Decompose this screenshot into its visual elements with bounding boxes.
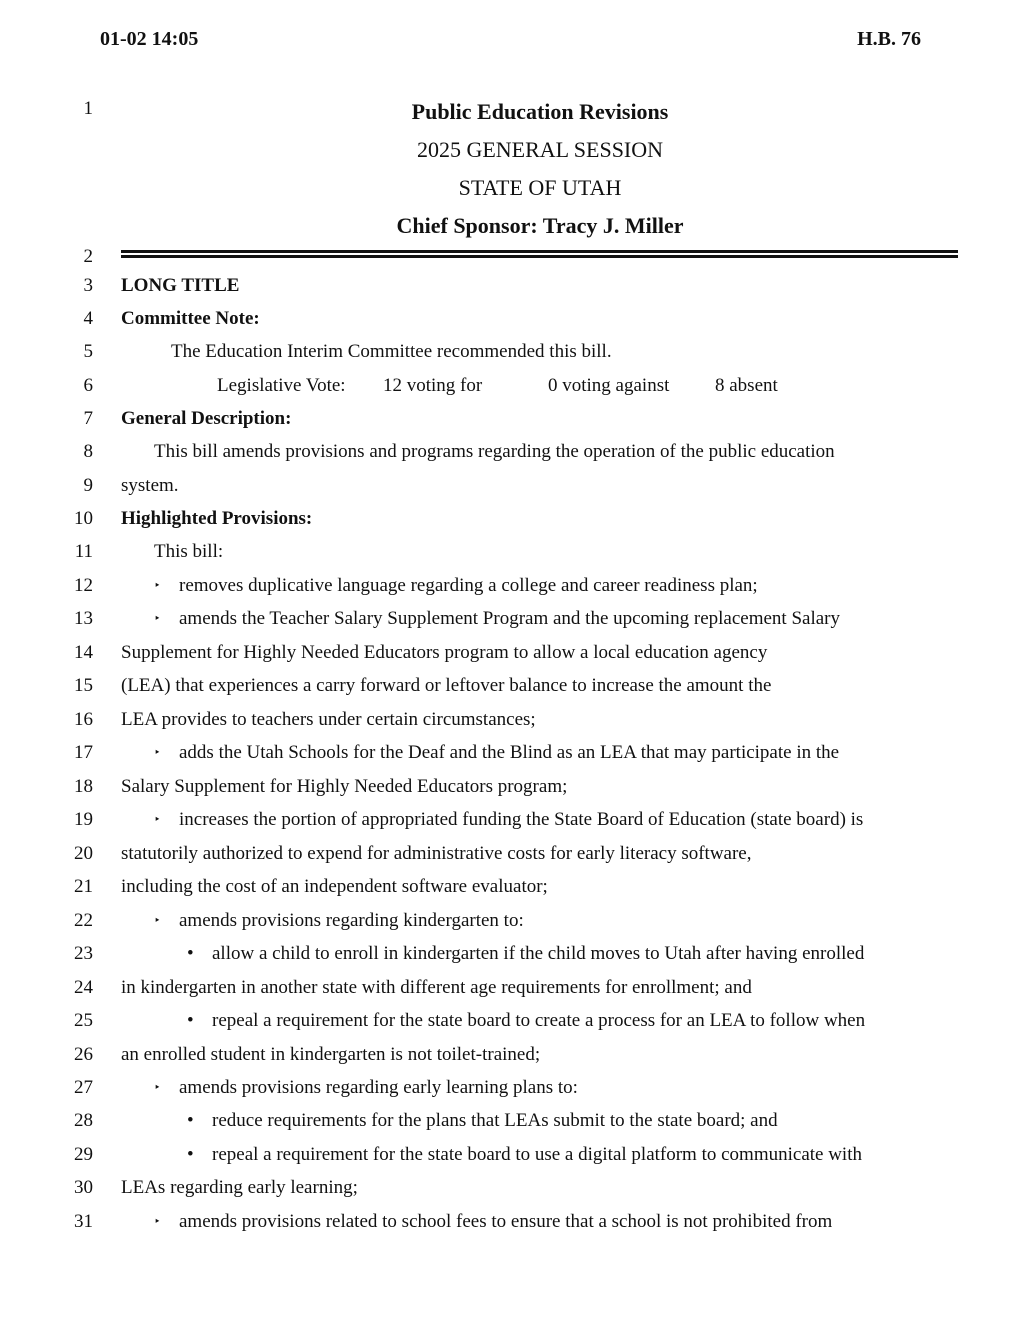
provision-item [121,809,914,831]
provision-text: amends provisions regarding early learning plans to: [179,1077,578,1098]
sub-provision-item [121,1010,914,1032]
provision-text-cont: (LEA) that experiences a carry forward or leftover balance to increase the amount the [121,675,772,696]
provision-text-cont: Salary Supplement for Highly Needed Educators program; [121,776,568,797]
vote-against: 0 voting against [548,375,670,396]
provision-text: amends the Teacher Salary Supplement Program and the upcoming replacement Salary [179,608,840,629]
bullet-marker: ‣ [154,1216,161,1228]
line-number: 13 [74,608,93,629]
line-number: 28 [74,1110,93,1131]
chief-sponsor: Chief Sponsor: Tracy J. Miller [396,213,684,238]
line-number: 27 [74,1077,93,1098]
sub-provision-item [121,1110,914,1132]
line-number: 16 [74,709,93,730]
provision-text-cont: in kindergarten in another state with different age requirements for enrollment; and [121,977,752,998]
highlighted-provisions-heading: Highlighted Provisions: [121,508,313,529]
line-number: 18 [74,776,93,797]
provision-text: amends provisions related to school fees to ensure that a school is not prohibited from [179,1211,833,1232]
line-number: 12 [74,575,93,596]
general-description-text: This bill amends provisions and programs regarding the operation of the public education [154,441,835,462]
title-divider-top [121,250,958,253]
committee-note-heading: Committee Note: [121,308,260,329]
bullet-marker: ‣ [154,580,161,592]
provision-item [121,608,914,630]
line-number: 22 [74,910,93,931]
provision-item [121,910,914,932]
bullet-marker: ‣ [154,915,161,927]
vote-label: Legislative Vote: [217,375,346,396]
line-number: 23 [74,943,93,964]
state-label: STATE OF UTAH [458,175,622,200]
line-number: 14 [74,642,93,663]
sub-provision-text: reduce requirements for the plans that LEAs submit to the state board; and [212,1110,778,1131]
line-number: 29 [74,1144,93,1165]
provision-text: adds the Utah Schools for the Deaf and the Blind as an LEA that may participate in the [179,742,840,763]
line-number: 4 [83,308,93,329]
bullet-marker: ‣ [154,814,161,826]
sub-provision-text: repeal a requirement for the state board to create a process for an LEA to follow when [212,1010,866,1031]
provision-item [121,1211,914,1233]
bullet-marker: ‣ [154,613,161,625]
line-number: 3 [83,275,93,296]
line-number: 20 [74,843,93,864]
provision-text-cont: statutorily authorized to expend for administrative costs for early literacy software, [121,843,752,864]
line-number: 25 [74,1010,93,1031]
sub-bullet-marker: • [187,1110,194,1131]
line-number: 10 [74,508,93,529]
header-bill-number: H.B. 76 [857,28,921,50]
line-number: 6 [83,375,93,396]
provision-text-cont: LEAs regarding early learning; [121,1177,358,1198]
line-number: 1 [83,98,93,119]
provision-text-cont: including the cost of an independent software evaluator; [121,876,548,897]
line-number: 24 [74,977,93,998]
vote-absent: 8 absent [715,375,778,396]
committee-note-text: The Education Interim Committee recommended this bill. [171,341,612,362]
sub-bullet-marker: • [187,943,194,964]
provision-text-cont: Supplement for Highly Needed Educators program to allow a local education agency [121,642,768,663]
line-number: 30 [74,1177,93,1198]
line-number: 2 [83,246,93,267]
general-description-heading: General Description: [121,408,292,429]
line-number: 21 [74,876,93,897]
header-date: 01-02 14:05 [100,28,199,50]
provision-item [121,575,914,597]
provision-item [121,742,914,764]
this-bill-intro: This bill: [154,541,224,562]
sub-bullet-marker: • [187,1010,194,1031]
line-number: 7 [83,408,93,429]
sub-provision-text: repeal a requirement for the state board to use a digital platform to communicate with [212,1144,862,1165]
provision-text: amends provisions regarding kindergarten to: [179,910,524,931]
provision-text: removes duplicative language regarding a college and career readiness plan; [179,575,758,596]
bullet-marker: ‣ [154,747,161,759]
line-number: 31 [74,1211,93,1232]
general-description-text-cont: system. [121,475,179,496]
line-number: 11 [74,541,93,562]
bill-title: Public Education Revisions [411,99,669,124]
provision-text-cont: LEA provides to teachers under certain circumstances; [121,709,536,730]
sub-provision-item [121,943,914,965]
vote-for: 12 voting for [383,375,483,396]
provision-text: increases the portion of appropriated funding the State Board of Education (state board) is [179,809,864,830]
provision-text-cont: an enrolled student in kindergarten is not toilet-trained; [121,1044,541,1065]
provision-item [121,1077,914,1099]
sub-provision-text: allow a child to enroll in kindergarten if the child moves to Utah after having enrolled [212,943,865,964]
line-number: 5 [83,341,93,362]
sub-bullet-marker: • [187,1144,194,1165]
sub-provision-item [121,1144,914,1166]
session-label: 2025 GENERAL SESSION [416,137,664,162]
line-number: 8 [83,441,93,462]
title-divider-bottom [121,255,958,258]
bullet-marker: ‣ [154,1082,161,1094]
line-number: 19 [74,809,93,830]
long-title-heading: LONG TITLE [121,275,240,296]
line-number: 26 [74,1044,93,1065]
line-number: 9 [83,475,93,496]
line-number: 17 [74,742,93,763]
line-number: 15 [74,675,93,696]
